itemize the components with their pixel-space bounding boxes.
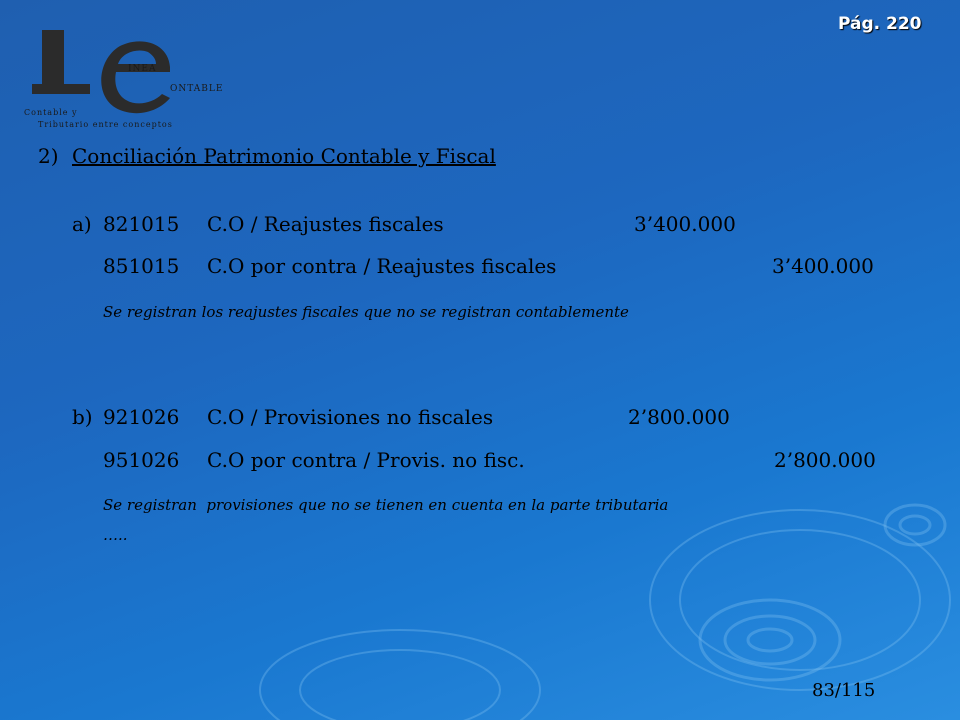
entry-a-credit-account: C.O por contra / Reajustes fiscales: [207, 254, 557, 278]
page-label: Pág. 220: [838, 14, 922, 34]
entry-b-credit-account: C.O por contra / Provis. no fisc.: [207, 448, 525, 472]
entry-a-letter: a): [72, 212, 92, 236]
entry-b-debit-amount: 2’800.000: [628, 405, 730, 429]
entry-b-note-cont: …..: [103, 526, 128, 544]
entry-b-debit-account: C.O / Provisiones no fiscales: [207, 405, 494, 429]
entry-a-credit-amount: 3’400.000: [772, 254, 874, 278]
entry-a-credit-code: 851015: [103, 254, 180, 278]
logo-line4: Tributario entre conceptos: [38, 120, 173, 129]
section-heading: [38, 144, 496, 168]
entry-b-note: Se registran provisiones que no se tienen en cuenta en la parte tributaria: [103, 496, 669, 514]
logo-line2: ONTABLE: [170, 84, 224, 94]
section-number: 2): [38, 144, 59, 168]
entry-a-note: Se registran los reajustes fiscales que no se registran contablemente: [103, 303, 629, 321]
section-title: Conciliación Patrimonio Contable y Fiscal: [72, 144, 496, 168]
slide-counter: 83/115: [812, 680, 876, 701]
entry-a-debit-amount: 3’400.000: [634, 212, 736, 236]
entry-b-credit-code: 951026: [103, 448, 180, 472]
logo-line3: Contable y: [24, 108, 78, 117]
entry-b-letter: b): [72, 405, 93, 429]
company-logo: [20, 22, 260, 132]
entry-a-debit-code: 821015: [103, 212, 180, 236]
entry-a-debit-account: C.O / Reajustes fiscales: [207, 212, 444, 236]
logo-line1: INEA: [128, 64, 157, 74]
entry-b-debit-code: 921026: [103, 405, 180, 429]
entry-b-credit-amount: 2’800.000: [774, 448, 876, 472]
